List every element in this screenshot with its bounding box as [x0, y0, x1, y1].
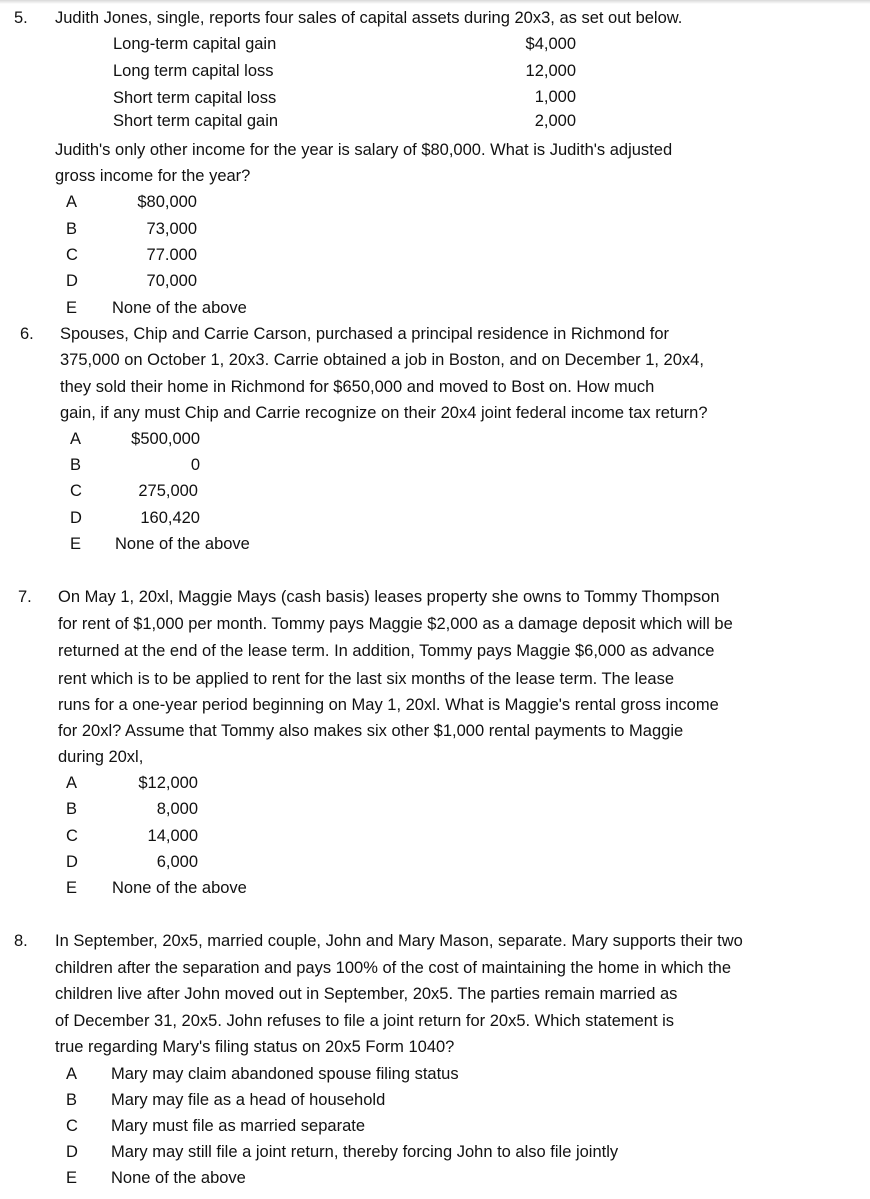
- question-stem-line: gain, if any must Chip and Carrie recognize on their 20x4 joint federal income tax return?: [60, 404, 708, 422]
- table-amount: 2,000: [534, 112, 576, 130]
- option-letter: A: [70, 430, 82, 448]
- option-letter: A: [66, 1065, 78, 1083]
- option-text: Mary may still file a joint return, thereby forcing John to also file jointly: [111, 1143, 619, 1161]
- option-text: Mary may file as a head of household: [111, 1091, 386, 1109]
- option-letter: E: [66, 1169, 78, 1187]
- option-letter: E: [70, 535, 82, 553]
- option-text: $12,000: [138, 774, 198, 792]
- option-text: 0: [190, 456, 200, 474]
- question-stem-line: returned at the end of the lease term. In addition, Tommy pays Maggie $6,000 as advance: [58, 642, 715, 660]
- option-text: None of the above: [112, 879, 247, 897]
- question-number: 8.: [14, 932, 28, 950]
- option-letter: B: [66, 800, 78, 818]
- question-stem-line: 375,000 on October 1, 20x3. Carrie obtained a job in Boston, and on December 1, 20x4,: [60, 351, 704, 369]
- option-letter: A: [66, 193, 78, 211]
- question-stem-line: they sold their home in Richmond for $650,000 and moved to Bost on. How much: [60, 378, 655, 396]
- question-stem-line: children live after John moved out in September, 20x5. The parties remain married as: [55, 985, 678, 1003]
- question-stem-line: gross income for the year?: [55, 167, 251, 185]
- table-label: Short term capital loss: [113, 89, 277, 107]
- option-text: 6,000: [156, 853, 198, 871]
- table-amount: 1,000: [534, 88, 576, 106]
- option-letter: D: [66, 272, 78, 290]
- option-letter: E: [66, 299, 78, 317]
- option-letter: C: [66, 827, 78, 845]
- table-amount: 12,000: [525, 62, 576, 80]
- question-stem-line: runs for a one-year period beginning on May 1, 20xl. What is Maggie's rental gross income: [58, 696, 719, 714]
- question-stem-line: during 20xl,: [58, 748, 144, 766]
- question-stem-line: In September, 20x5, married couple, John and Mary Mason, separate. Mary supports their two: [55, 932, 743, 950]
- option-text: 73,000: [146, 220, 197, 238]
- question-number: 6.: [20, 325, 34, 343]
- question-number: 7.: [18, 588, 32, 606]
- option-text: None of the above: [112, 299, 247, 317]
- top-edge-shadow: [0, 0, 870, 4]
- question-number: 5.: [14, 9, 28, 27]
- table-label: Short term capital gain: [113, 112, 279, 130]
- option-text: 70,000: [146, 272, 197, 290]
- option-letter: C: [66, 1117, 78, 1135]
- option-letter: D: [66, 1143, 78, 1161]
- option-text: 14,000: [147, 827, 198, 845]
- option-text: 8,000: [156, 800, 198, 818]
- option-text: $500,000: [131, 430, 200, 448]
- option-letter: D: [70, 509, 82, 527]
- question-stem-line: rent which is to be applied to rent for the last six months of the lease term. The lease: [58, 670, 675, 688]
- option-text: None of the above: [115, 535, 250, 553]
- question-stem-line: children after the separation and pays 100% of the cost of maintaining the home in which the: [55, 959, 732, 977]
- option-letter: E: [66, 879, 78, 897]
- question-stem-line: Spouses, Chip and Carrie Carson, purchased a principal residence in Richmond for: [60, 325, 669, 343]
- table-amount: $4,000: [525, 35, 576, 53]
- option-letter: D: [66, 853, 78, 871]
- option-text: 77.000: [146, 246, 197, 264]
- question-stem-line: for rent of $1,000 per month. Tommy pays Maggie $2,000 as a damage deposit which will be: [58, 615, 733, 633]
- question-stem-line: Judith's only other income for the year is salary of $80,000. What is Judith's adjusted: [55, 141, 673, 159]
- option-letter: C: [70, 482, 82, 500]
- question-stem-line: for 20xl? Assume that Tommy also makes six other $1,000 rental payments to Maggie: [58, 722, 684, 740]
- question-stem-line: On May 1, 20xl, Maggie Mays (cash basis) leases property she owns to Tommy Thompson: [58, 588, 720, 606]
- option-text: 160,420: [140, 509, 200, 527]
- option-letter: B: [70, 456, 82, 474]
- option-letter: B: [66, 220, 78, 238]
- table-label: Long term capital loss: [113, 62, 274, 80]
- option-text: $80,000: [137, 193, 197, 211]
- option-text: None of the above: [111, 1169, 246, 1187]
- option-text: Mary may claim abandoned spouse filing status: [111, 1065, 459, 1083]
- question-stem-line: true regarding Mary's filing status on 20x5 Form 1040?: [55, 1038, 455, 1056]
- option-letter: B: [66, 1091, 78, 1109]
- option-letter: A: [66, 774, 78, 792]
- table-label: Long-term capital gain: [113, 35, 277, 53]
- option-text: Mary must file as married separate: [111, 1117, 366, 1135]
- question-intro: Judith Jones, single, reports four sales of capital assets during 20x3, as set out below.: [55, 9, 683, 27]
- option-text: 275,000: [138, 482, 198, 500]
- option-letter: C: [66, 246, 78, 264]
- question-stem-line: of December 31, 20x5. John refuses to file a joint return for 20x5. Which statement is: [55, 1012, 675, 1030]
